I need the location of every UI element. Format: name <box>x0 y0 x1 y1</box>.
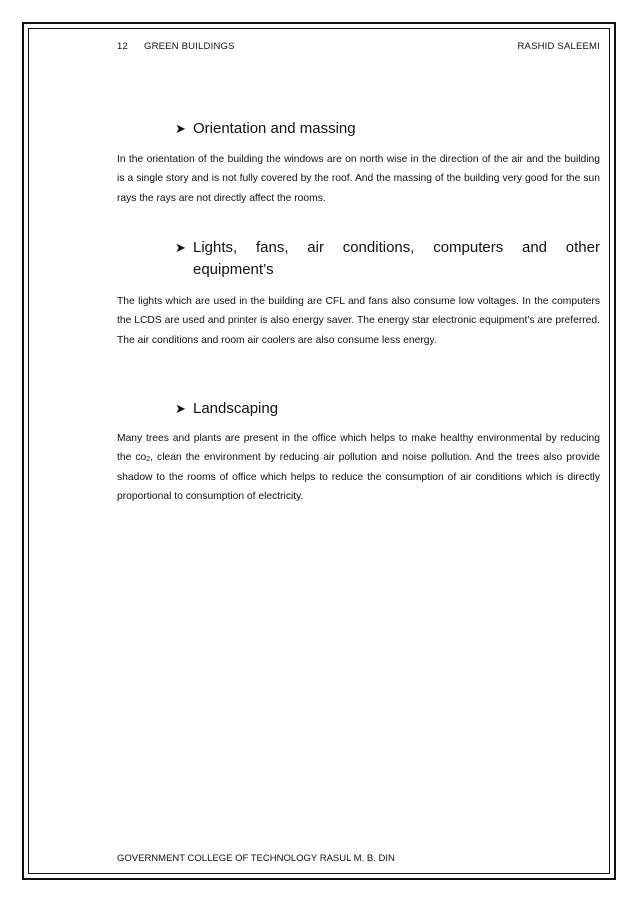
page-footer: GOVERNMENT COLLEGE OF TECHNOLOGY RASUL M. B. DIN <box>117 853 395 864</box>
heading-line-2: equipment’s <box>193 261 274 278</box>
section-paragraph-lights <box>117 292 600 350</box>
heading-line-1 <box>175 237 600 259</box>
section-paragraph-landscaping <box>117 429 600 507</box>
heading-text: Orientation and massing <box>193 120 356 137</box>
page-number: 12 <box>117 41 128 52</box>
heading-word: computers <box>433 239 504 256</box>
section-heading-orientation <box>175 118 356 140</box>
arrow-bullet-icon: ➤ <box>175 121 186 136</box>
heading-word: fans, <box>255 239 289 256</box>
subscript-2: 2 <box>146 456 151 464</box>
paragraph-text: The lights which are used in the building are CFL and fans also consume low voltages. In the computers the LCDS are used and printer is also energy saver. The energy star electronic equipment’s are preferred. The air conditions and room air coolers are also consume less energy. <box>117 296 600 346</box>
arrow-bullet-icon: ➤ <box>175 240 186 255</box>
heading-word: other <box>565 239 600 256</box>
author-name: RASHID SALEEMI <box>517 41 600 52</box>
heading-word: air <box>307 239 324 256</box>
document-title: GREEN BUILDINGS <box>144 41 235 52</box>
section-paragraph-orientation <box>117 150 600 208</box>
paragraph-text: , clean the environment by reducing air pollution and noise pollution. And the trees also provide shadow to the rooms of office which helps to reduce the consumption of air conditions which is directly proportional to consumption of electricity. <box>117 452 600 503</box>
arrow-bullet-icon: ➤ <box>175 401 186 416</box>
section-heading-landscaping <box>175 398 278 420</box>
paragraph-text: Many trees and plants are present in the office which helps to make healthy environmental by reducing the co <box>117 433 600 464</box>
heading-word: conditions, <box>342 239 415 256</box>
heading-word: Lights, <box>193 239 238 256</box>
heading-word: and <box>521 239 548 256</box>
paragraph-text: In the orientation of the building the windows are on north wise in the direction of the air and the building is a single story and is not fully covered by the roof. And the massing of the building very good for the sun rays the rays are not directly affect the rooms. <box>117 154 600 204</box>
page-header <box>117 41 600 55</box>
section-heading-lights <box>175 237 600 281</box>
heading-text: Landscaping <box>193 400 279 417</box>
